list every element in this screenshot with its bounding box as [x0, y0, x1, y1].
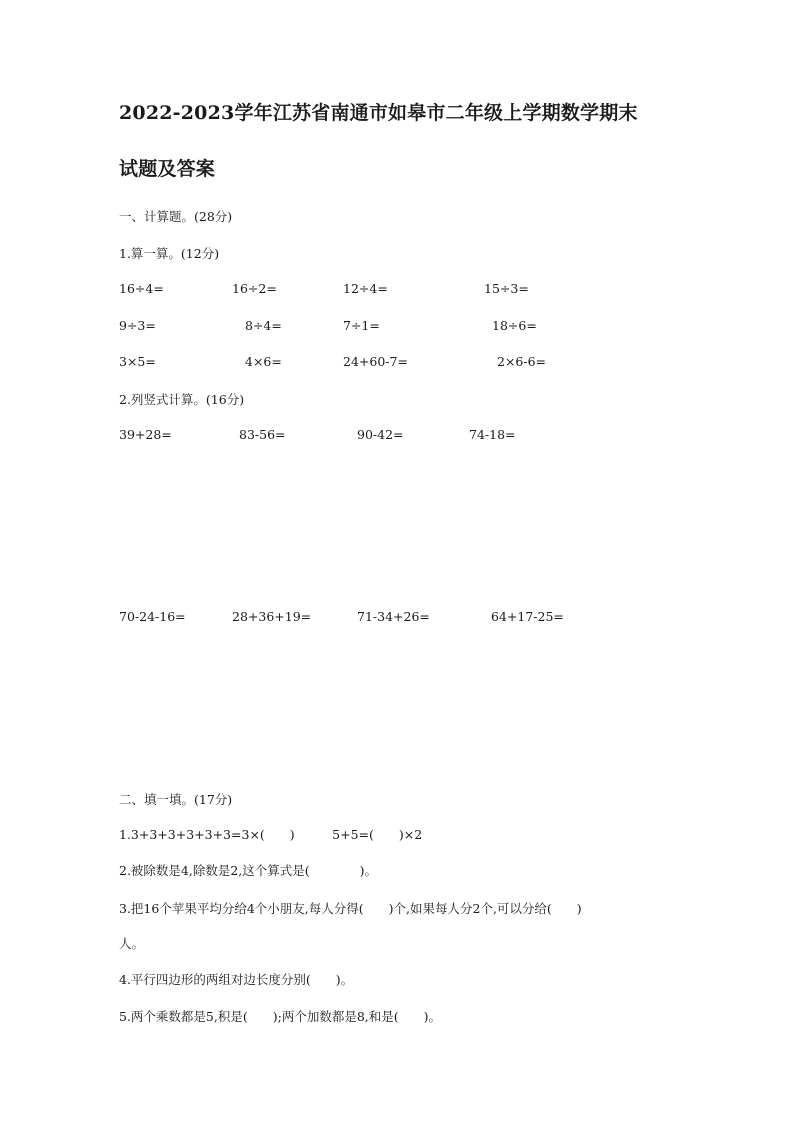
document-title-line-2: 试题及答案	[119, 158, 216, 180]
fill-item: 4.平行四边形的两组对边长度分别( )。	[119, 972, 354, 987]
calc-item: 16÷2=	[232, 281, 277, 296]
vertical-calc-item: 74-18=	[469, 427, 516, 442]
fill-item: 5.两个乘数都是5,积是( );两个加数都是8,和是( )。	[119, 1009, 441, 1024]
calc-item: 8÷4=	[245, 318, 282, 333]
vertical-calc-item: 83-56=	[239, 427, 286, 442]
document-title-line-1: 2022-2023学年江苏省南通市如皋市二年级上学期数学期末	[119, 102, 638, 124]
calc-item: 7÷1=	[343, 318, 380, 333]
calc-item: 2×6-6=	[497, 354, 547, 369]
calc-item: 24+60-7=	[343, 354, 408, 369]
calc-item: 9÷3=	[119, 318, 156, 333]
vertical-calc-item: 28+36+19=	[232, 609, 312, 624]
calc-item: 3×5=	[119, 354, 156, 369]
fill-item: 3.把16个苹果平均分给4个小朋友,每人分得( )个,如果每人分2个,可以分给( )	[119, 901, 582, 916]
vertical-calc-item: 90-42=	[357, 427, 404, 442]
section-1-heading: 一、计算题。(28分)	[119, 209, 233, 224]
section-2-heading: 二、填一填。(17分)	[119, 792, 233, 807]
calc-item: 18÷6=	[492, 318, 537, 333]
fill-item: 1.3+3+3+3+3+3=3×( ) 5+5=( )×2	[119, 827, 423, 842]
calc-item: 15÷3=	[484, 281, 529, 296]
calc-item: 4×6=	[245, 354, 282, 369]
vertical-calc-item: 70-24-16=	[119, 609, 186, 624]
vertical-calc-item: 71-34+26=	[357, 609, 430, 624]
fill-item-continuation: 人。	[119, 936, 145, 951]
question-2-heading: 2.列竖式计算。(16分)	[119, 392, 245, 407]
vertical-calc-item: 39+28=	[119, 427, 172, 442]
fill-item: 2.被除数是4,除数是2,这个算式是( )。	[119, 863, 378, 878]
calc-item: 12÷4=	[343, 281, 388, 296]
vertical-calc-item: 64+17-25=	[491, 609, 564, 624]
calc-item: 16÷4=	[119, 281, 164, 296]
question-1-heading: 1.算一算。(12分)	[119, 246, 220, 261]
